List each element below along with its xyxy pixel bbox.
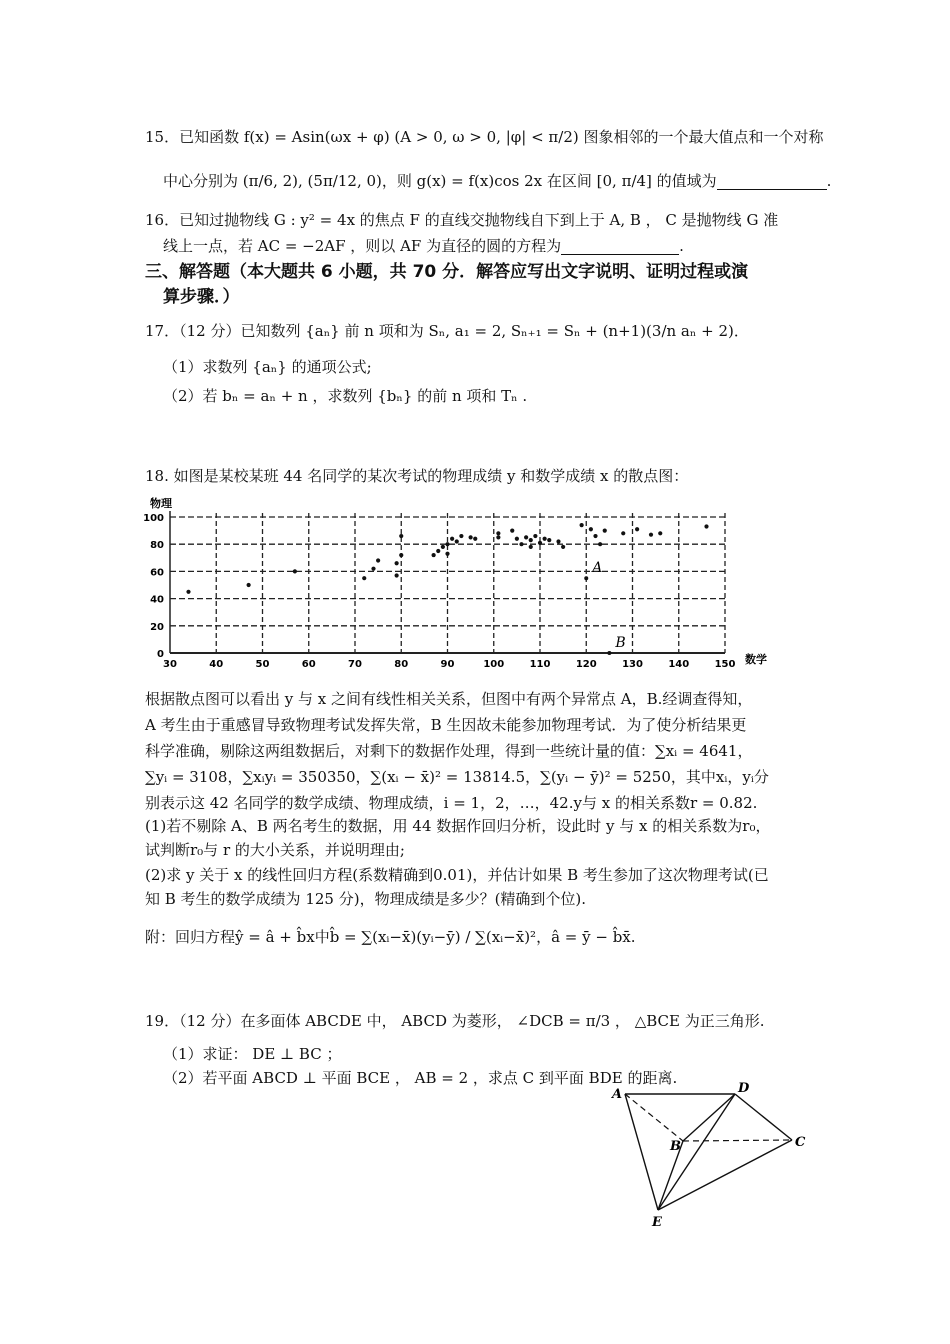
data-point-29 bbox=[538, 541, 542, 545]
data-point-11 bbox=[436, 549, 440, 553]
q19-stem: 19．（12 分）在多面体 ABCDE 中， ABCD 为菱形， ∠DCB = π/3 ， △BCE 为正三角形. bbox=[145, 1012, 765, 1030]
x-tick-60: 60 bbox=[301, 659, 316, 670]
data-point-41 bbox=[649, 533, 653, 537]
data-point-7 bbox=[395, 561, 399, 565]
data-point-17 bbox=[459, 534, 463, 538]
q16-line2-text: 线上一点，若 AC = −2AF ，则以 AF 为直径的圆的方程为 bbox=[163, 237, 562, 255]
data-point-34 bbox=[580, 523, 584, 527]
data-point-4 bbox=[371, 567, 375, 571]
q15-line2 bbox=[163, 172, 831, 190]
data-point-36 bbox=[593, 534, 597, 538]
y-tick-80: 80 bbox=[150, 540, 164, 552]
chart-ticks bbox=[143, 513, 735, 670]
edge-AB-hidden bbox=[625, 1094, 683, 1141]
data-point-38 bbox=[603, 529, 607, 533]
edge-BC-hidden bbox=[683, 1140, 792, 1141]
q19-part2: （2）若平面 ABCD ⊥ 平面 BCE ， AB = 2 ，求点 C 到平面 BDE 的距离. bbox=[163, 1069, 678, 1087]
data-point-0 bbox=[186, 590, 190, 594]
q18-para5: 别表示这 42 名同学的数学成绩、物理成绩，i = 1，2，…，42.y与 x 的相关系数r = 0.82. bbox=[145, 794, 758, 812]
data-point-33 bbox=[561, 545, 565, 549]
data-point-8 bbox=[399, 553, 403, 557]
q15-line2-text: 中心分别为 (π/6, 2), (5π/12, 0)，则 g(x) = f(x)cos 2x 在区间 [0, π/4] 的值域为 bbox=[163, 172, 717, 190]
data-point-1 bbox=[247, 583, 251, 587]
x-tick-110: 110 bbox=[529, 659, 551, 670]
vertex-B: B bbox=[670, 1139, 681, 1154]
x-tick-140: 140 bbox=[668, 659, 690, 670]
x-tick-50: 50 bbox=[255, 659, 270, 670]
data-point-26 bbox=[529, 538, 533, 542]
x-tick-30: 30 bbox=[163, 659, 177, 670]
data-point-42 bbox=[658, 531, 662, 535]
q18-para7: 试判断r₀与 r 的大小关系，并说明理由; bbox=[145, 841, 405, 859]
data-point-10 bbox=[432, 553, 436, 557]
q18-para8: (2)求 y 关于 x 的线性回归方程(系数精确到0.01)，并估计如果 B 考生参加了这次物理考试(已 bbox=[145, 866, 769, 884]
outlier-point-B bbox=[607, 651, 611, 655]
data-point-30 bbox=[543, 537, 547, 541]
data-point-15 bbox=[450, 537, 454, 541]
data-point-3 bbox=[362, 576, 366, 580]
q18-para4: ∑yᵢ = 3108，∑xᵢyᵢ = 350350，∑(xᵢ − x̄)² = 13814.5，∑(yᵢ − ȳ)² = 5250，其中xᵢ，yᵢ分 bbox=[145, 768, 769, 786]
chart-grid bbox=[170, 511, 725, 653]
y-axis-label: 物理 bbox=[150, 497, 172, 510]
q15-line2-end: . bbox=[826, 172, 832, 190]
data-point-27 bbox=[529, 545, 533, 549]
chart-annotations bbox=[584, 560, 625, 655]
vertex-E: E bbox=[652, 1215, 662, 1230]
edge-AE bbox=[625, 1094, 658, 1210]
q18-para9: 知 B 考生的数学成绩为 125 分)，物理成绩是多少？(精确到个位). bbox=[145, 890, 587, 908]
y-tick-0: 0 bbox=[157, 649, 164, 660]
q18-para2: A 考生由于重感冒导致物理考试发挥失常，B 生因故未能参加物理考试．为了使分析结果更 bbox=[145, 716, 747, 734]
section3-heading: 三、解答题（本大题共 6 小题，共 70 分．解答应写出文字说明、证明过程或演 bbox=[145, 262, 749, 282]
q17-stem: 17．（12 分）已知数列 {aₙ} 前 n 项和为 Sₙ, a₁ = 2, Sₙ₊₁ = Sₙ + (n+1)(3/n aₙ + 2)． bbox=[145, 322, 749, 340]
polyhedron-figure bbox=[600, 1080, 820, 1230]
data-point-12 bbox=[441, 545, 445, 549]
x-tick-80: 80 bbox=[394, 659, 409, 670]
data-point-24 bbox=[519, 542, 523, 546]
data-point-5 bbox=[376, 558, 380, 562]
data-point-2 bbox=[293, 569, 297, 573]
q17-part1: （1）求数列 {aₙ} 的通项公式; bbox=[163, 358, 372, 376]
data-point-18 bbox=[469, 535, 473, 539]
q17-part2: （2）若 bₙ = aₙ + n ，求数列 {bₙ} 的前 n 项和 Tₙ . bbox=[163, 387, 528, 405]
data-point-35 bbox=[589, 527, 593, 531]
vertex-A: A bbox=[612, 1087, 623, 1102]
y-tick-20: 20 bbox=[150, 621, 164, 633]
q18-intro: 18. 如图是某校某班 44 名同学的某次考试的物理成绩 y 和数学成绩 x 的散点图： bbox=[145, 467, 689, 485]
outlier-label-B: B bbox=[615, 635, 626, 651]
data-point-22 bbox=[510, 529, 514, 533]
x-tick-150: 150 bbox=[714, 659, 736, 670]
vertex-D: D bbox=[738, 1081, 750, 1096]
q18-appendix: 附：回归方程ŷ = â + b̂x中b̂ = ∑(xᵢ−x̄)(yᵢ−ȳ) / ∑(xᵢ−x̄)²，â = ȳ − b̂x̄. bbox=[145, 928, 636, 946]
scatter-chart bbox=[140, 495, 780, 675]
data-point-28 bbox=[533, 534, 537, 538]
q18-para1: 根据散点图可以看出 y 与 x 之间有线性相关关系，但图中有两个异常点 A，B.经调查得知， bbox=[145, 690, 753, 708]
q16-line2 bbox=[163, 237, 684, 255]
vertex-C: C bbox=[795, 1135, 806, 1150]
data-point-20 bbox=[496, 531, 500, 535]
y-tick-60: 60 bbox=[150, 567, 164, 579]
data-point-6 bbox=[395, 573, 399, 577]
section3-heading-cont: 算步骤．） bbox=[163, 287, 240, 307]
x-tick-120: 120 bbox=[575, 659, 597, 670]
data-point-32 bbox=[556, 539, 560, 543]
x-tick-130: 130 bbox=[622, 659, 643, 670]
outlier-point-A bbox=[584, 576, 588, 580]
answer-blank bbox=[561, 240, 679, 255]
x-axis-label: 数学 bbox=[745, 653, 767, 666]
x-tick-90: 90 bbox=[440, 659, 455, 670]
outlier-label-A: A bbox=[592, 560, 603, 577]
x-tick-40: 40 bbox=[209, 659, 224, 670]
data-point-19 bbox=[473, 537, 477, 541]
answer-blank bbox=[717, 175, 827, 190]
data-point-16 bbox=[455, 539, 459, 543]
x-tick-100: 100 bbox=[483, 659, 505, 670]
data-point-31 bbox=[547, 538, 551, 542]
data-point-14 bbox=[445, 542, 449, 546]
q16-line2-end: . bbox=[679, 237, 684, 255]
data-point-43 bbox=[704, 524, 708, 528]
data-point-40 bbox=[635, 527, 639, 531]
edge-DC bbox=[735, 1094, 792, 1140]
data-point-25 bbox=[524, 535, 528, 539]
q18-para3: 科学准确，剔除这两组数据后，对剩下的数据作处理，得到一些统计量的值：∑xᵢ = 4641， bbox=[145, 742, 753, 760]
data-point-21 bbox=[496, 535, 500, 539]
data-point-37 bbox=[598, 542, 602, 546]
y-tick-100: 100 bbox=[143, 513, 164, 524]
data-point-13 bbox=[445, 552, 449, 556]
q15-line1: 15．已知函数 f(x) = Asin(ωx + φ) (A > 0, ω > 0, |φ| < π/2) 图象相邻的一个最大值点和一个对称 bbox=[145, 128, 824, 146]
q19-part1: （1）求证： DE ⊥ BC ； bbox=[163, 1045, 342, 1063]
data-point-23 bbox=[515, 537, 519, 541]
q16-line1: 16．已知过抛物线 G : y² = 4x 的焦点 F 的直线交抛物线自下到上于 A, B ， C 是抛物线 G 准 bbox=[145, 211, 779, 229]
x-tick-70: 70 bbox=[348, 659, 362, 670]
data-point-39 bbox=[621, 531, 625, 535]
y-tick-40: 40 bbox=[150, 594, 164, 606]
q18-para6: (1)若不剔除 A、B 两名考生的数据，用 44 数据作回归分析，设此时 y 与 x 的相关系数为r₀， bbox=[145, 817, 771, 835]
data-point-9 bbox=[399, 534, 403, 538]
